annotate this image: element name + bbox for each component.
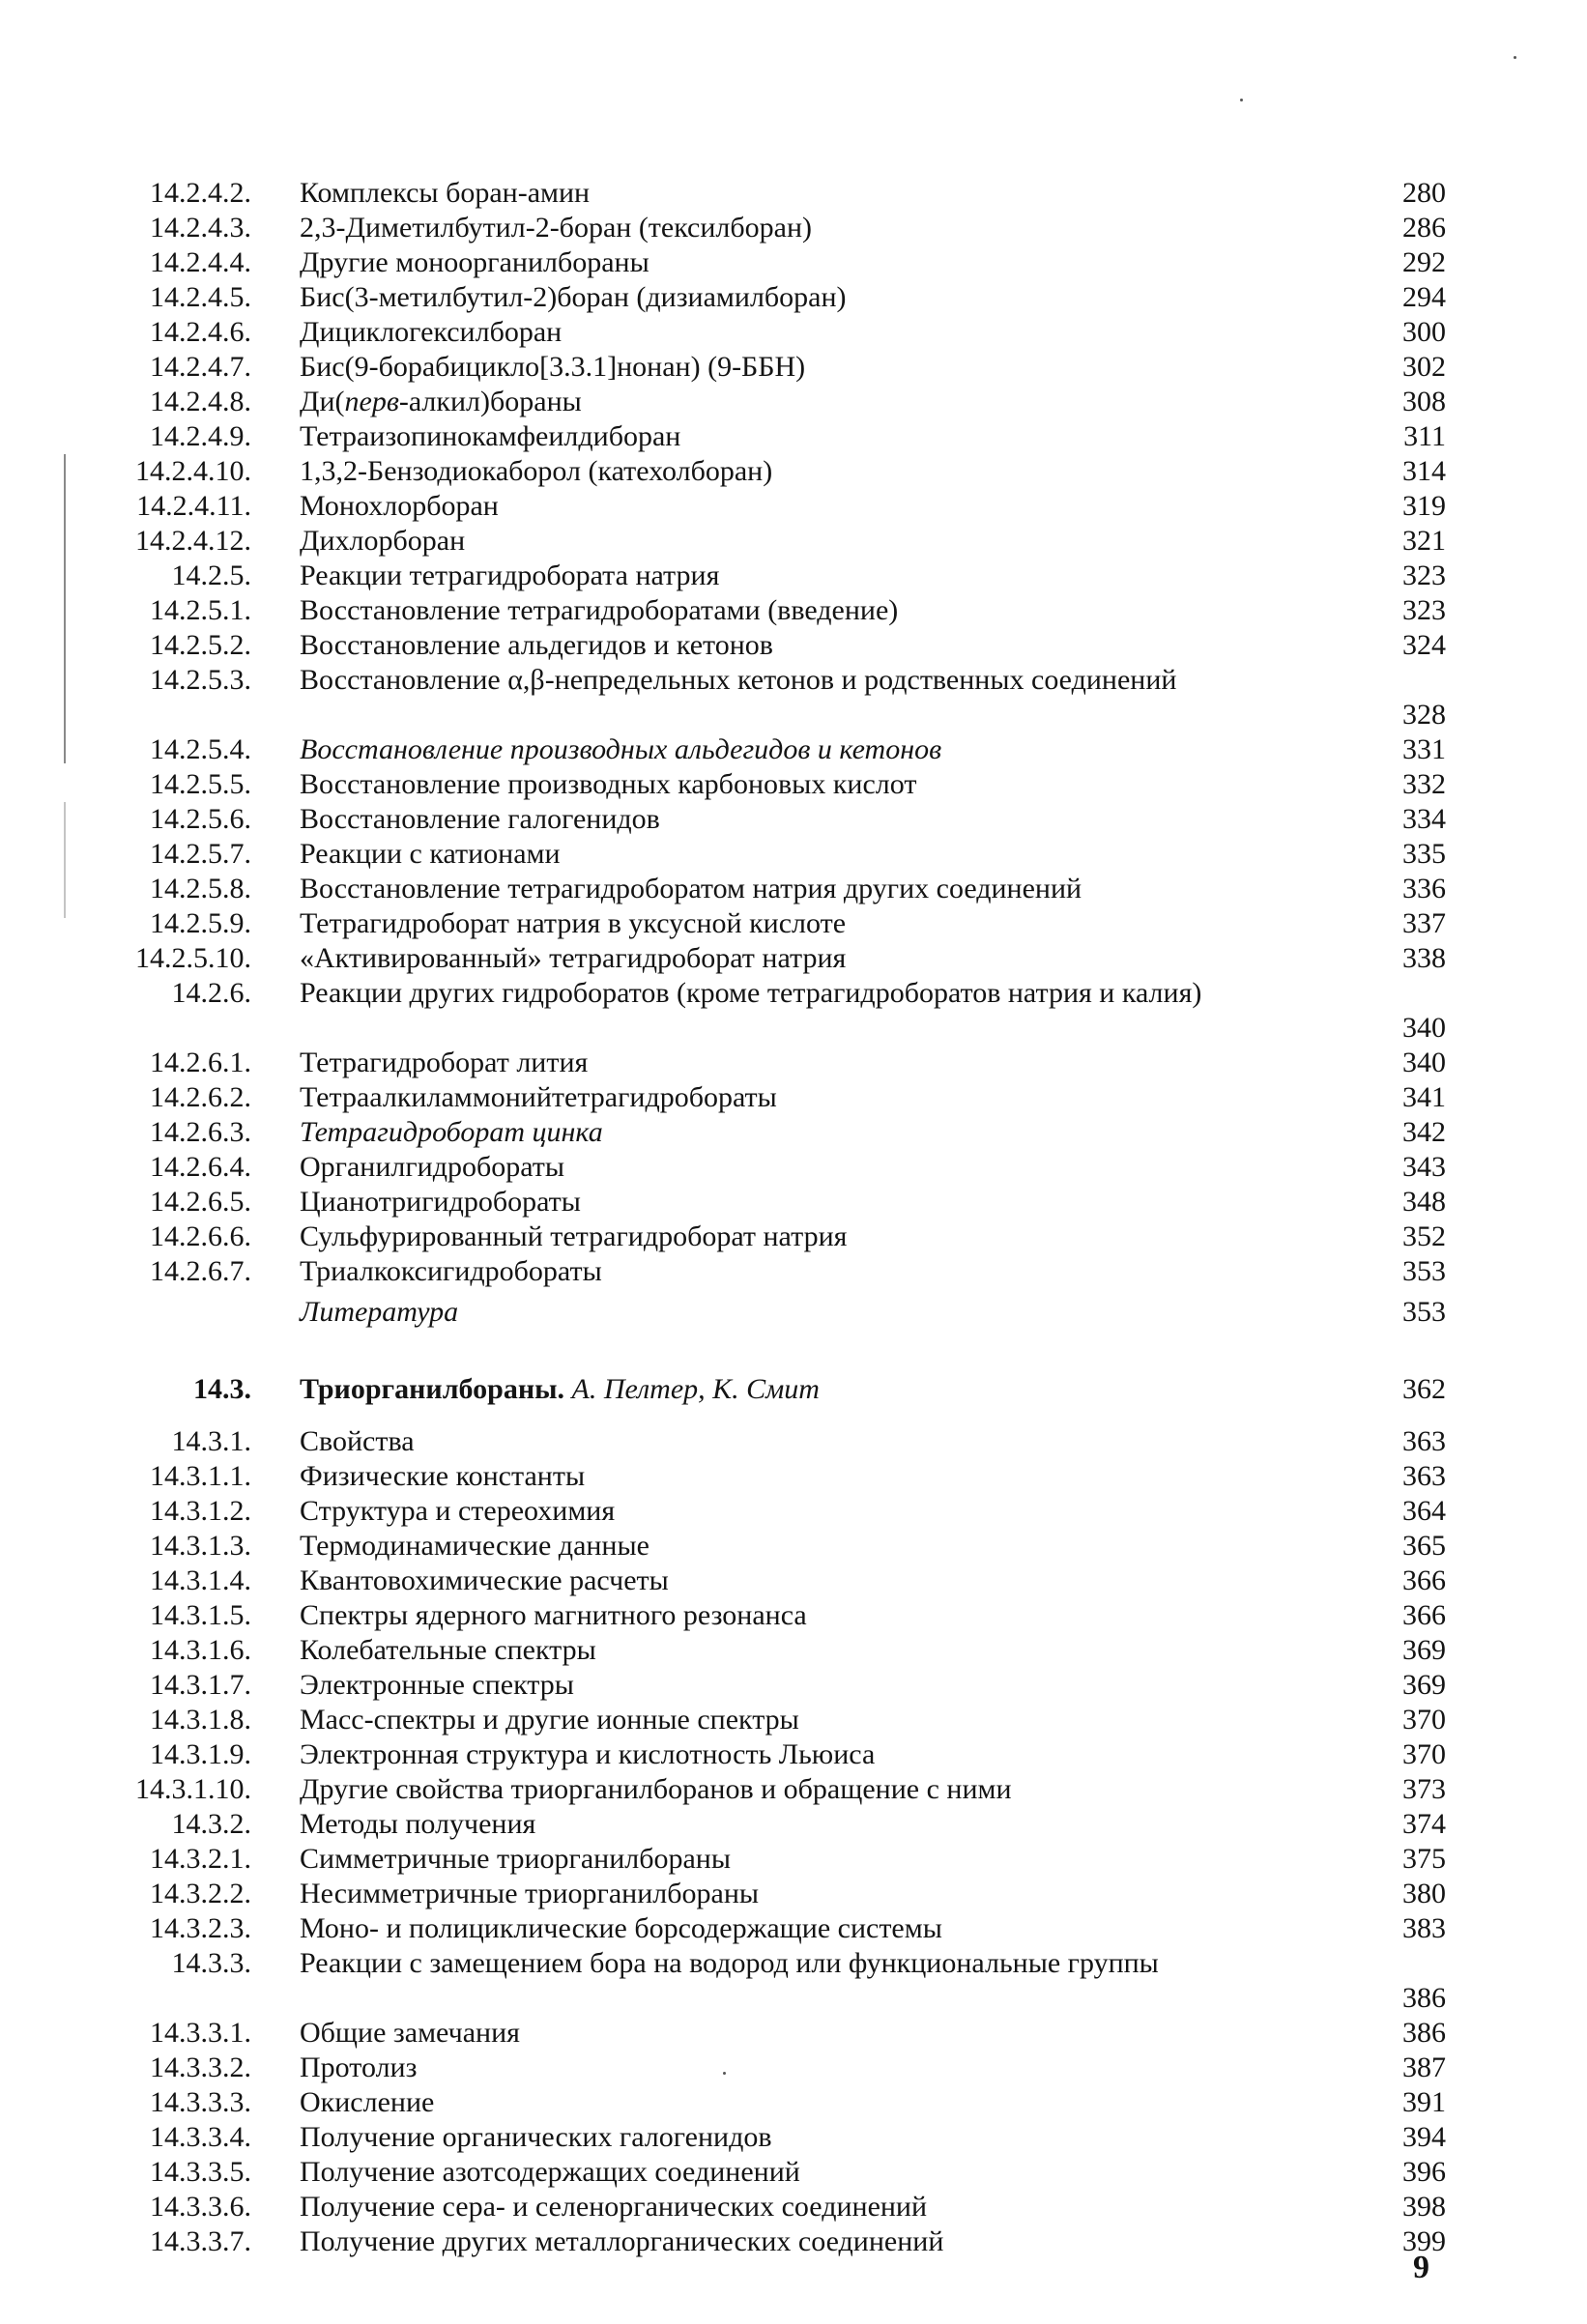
toc-entry[interactable] (0, 2155, 1587, 2190)
page-folio-number: 9 (1413, 2250, 1429, 2285)
chapter-authors: А. Пелтер, К. Смит (571, 1373, 820, 1405)
toc-entry[interactable] (0, 2016, 1587, 2051)
toc-entry[interactable] (0, 1946, 1587, 2016)
section-number: 14.3.3.4. (150, 2121, 251, 2153)
section-title: Тетрагидроборат цинка (300, 1116, 603, 1148)
section-number: 14.2.4.7. (150, 351, 251, 383)
section-title: Физические константы (300, 1460, 586, 1492)
section-title: Реакции с катионами (300, 838, 561, 870)
section-number: 14.3.3.2. (150, 2051, 251, 2083)
section-number: 14.3.3.7. (150, 2225, 251, 2257)
page-number: 386 (1402, 1982, 1446, 2014)
section-title: Реакции других гидроборатов (кроме тетрагидроборатов натрия и калия) (300, 977, 1202, 1009)
page-number: 343 (1402, 1151, 1446, 1183)
toc-entry[interactable] (0, 2190, 1587, 2224)
page-number: 370 (1402, 1704, 1446, 1736)
scan-speck (1514, 56, 1516, 59)
section-number: 14.3.1.2. (150, 1495, 251, 1527)
section-number: 14.2.6.7. (150, 1255, 251, 1287)
page-number: 340 (1402, 1047, 1446, 1078)
page-number: 341 (1402, 1081, 1446, 1113)
page-number: 342 (1402, 1116, 1446, 1148)
section-title: Триалкоксигидробораты (300, 1255, 602, 1287)
toc-entry[interactable] (0, 1703, 1587, 1737)
section-title: Тетрагидроборат лития (300, 1047, 589, 1078)
page-number: 280 (1402, 177, 1446, 209)
section-title: Восстановление тетрагидроборатами (введение) (300, 594, 899, 626)
page-number: 366 (1402, 1564, 1446, 1596)
toc-entry[interactable] (0, 1842, 1587, 1877)
section-title: Реакции тетрагидробората натрия (300, 559, 720, 591)
page-number: 374 (1402, 1808, 1446, 1840)
section-title: Несимметричные триорганилбораны (300, 1878, 760, 1909)
section-title: Цианотригидробораты (300, 1186, 581, 1218)
section-number: 14.2.5. (171, 559, 251, 591)
toc-entry[interactable] (0, 1185, 1587, 1219)
toc-entry[interactable] (0, 1668, 1587, 1703)
toc-entry[interactable] (0, 1219, 1587, 1254)
toc-entry[interactable] (0, 489, 1587, 524)
toc-entry[interactable] (0, 593, 1587, 628)
section-number: 14.2.4.9. (150, 420, 251, 452)
toc-entry[interactable] (0, 1459, 1587, 1494)
page-number: 364 (1402, 1495, 1446, 1527)
page-number: 324 (1402, 629, 1446, 661)
section-number: 14.2.5.4. (150, 733, 251, 765)
toc-entry-literature[interactable] (0, 1295, 1587, 1330)
toc-entry[interactable] (0, 2120, 1587, 2155)
section-number: 14.2.5.10. (135, 942, 251, 974)
toc-entry[interactable] (0, 732, 1587, 767)
page-number: 321 (1402, 525, 1446, 557)
section-number: 14.2.5.1. (150, 594, 251, 626)
section-title: Окисление (300, 2086, 435, 2118)
toc-entry[interactable] (0, 1115, 1587, 1150)
section-title: Масс-спектры и другие ионные спектры (300, 1704, 799, 1736)
page-number: 286 (1402, 212, 1446, 244)
section-title: Колебательные спектры (300, 1634, 596, 1666)
page-number: 348 (1402, 1186, 1446, 1218)
section-number: 14.3.1.1. (150, 1460, 251, 1492)
page-number: 391 (1402, 2086, 1446, 2118)
page-number: 380 (1402, 1878, 1446, 1909)
section-number: 14.3. (193, 1373, 251, 1405)
section-title: Литература (300, 1296, 459, 1328)
toc-entry[interactable] (0, 2051, 1587, 2085)
section-number: 14.3.1. (171, 1425, 251, 1457)
toc-entry[interactable] (0, 2085, 1587, 2120)
chapter-title: Триорганилбораны. (300, 1373, 565, 1405)
title-text: Ди( (300, 386, 345, 417)
section-number: 14.3.2.3. (150, 1912, 251, 1944)
section-title: Бис(3-метилбутил-2)боран (дизиамилборан) (300, 281, 847, 313)
toc-entry[interactable] (0, 211, 1587, 245)
section-number: 14.3.1.8. (150, 1704, 251, 1736)
toc-entry[interactable] (0, 1529, 1587, 1564)
page-number: 314 (1402, 455, 1446, 487)
section-title: Восстановление α,β-непредельных кетонов и родственных соединений (300, 664, 1177, 696)
page-number: 369 (1402, 1669, 1446, 1701)
section-number: 14.3.3.6. (150, 2191, 251, 2223)
section-title: Восстановление альдегидов и кетонов (300, 629, 773, 661)
section-title: Методы получения (300, 1808, 536, 1840)
page-number: 373 (1402, 1773, 1446, 1805)
section-number: 14.2.4.10. (135, 455, 251, 487)
toc-entry[interactable] (0, 663, 1587, 732)
section-number: 14.2.4.2. (150, 177, 251, 209)
section-number: 14.3.1.6. (150, 1634, 251, 1666)
toc-entry[interactable] (0, 1911, 1587, 1946)
section-title: Получение органических галогенидов (300, 2121, 772, 2153)
section-title: Общие замечания (300, 2017, 520, 2049)
section-title: Спектры ядерного магнитного резонанса (300, 1599, 807, 1631)
section-number: 14.2.4.12. (135, 525, 251, 557)
section-number: 14.2.4.11. (136, 490, 251, 522)
section-number: 14.2.5.7. (150, 838, 251, 870)
section-number: 14.3.2.2. (150, 1878, 251, 1909)
page-number: 394 (1402, 2121, 1446, 2153)
page-number: 375 (1402, 1843, 1446, 1875)
section-title: Тетрагидроборат натрия в уксусной кислоте (300, 907, 847, 939)
section-number: 14.3.3.5. (150, 2156, 251, 2188)
section-number: 14.2.5.2. (150, 629, 251, 661)
section-number: 14.2.6. (171, 977, 251, 1009)
section-title: Другие свойства триорганилборанов и обращение с ними (300, 1773, 1012, 1805)
toc-entry[interactable] (0, 802, 1587, 837)
section-title: Комплексы боран-амин (300, 177, 591, 209)
section-title: «Активированный» тетрагидроборат натрия (300, 942, 847, 974)
section-number: 14.3.1.3. (150, 1530, 251, 1562)
section-number: 14.2.4.3. (150, 212, 251, 244)
section-number: 14.3.1.9. (150, 1738, 251, 1770)
toc-entry[interactable] (0, 245, 1587, 280)
section-title: Моно- и полициклические борсодержащие системы (300, 1912, 942, 1944)
page-number: 365 (1402, 1530, 1446, 1562)
section-title: Получение сера- и селенорганических соединений (300, 2191, 928, 2223)
section-title: Другие моноорганилбораны (300, 246, 649, 278)
section-title: Дициклогексилборан (300, 316, 563, 348)
toc-entry[interactable] (0, 1150, 1587, 1185)
section-number: 14.2.6.2. (150, 1081, 251, 1113)
page-number: 328 (1402, 699, 1446, 731)
page-number: 362 (1402, 1373, 1446, 1405)
section-number: 14.3.3.3. (150, 2086, 251, 2118)
toc-entry[interactable] (0, 1772, 1587, 1807)
section-number: 14.2.6.1. (150, 1047, 251, 1078)
toc-entry[interactable] (0, 315, 1587, 350)
page-number: 383 (1402, 1912, 1446, 1944)
section-title: Бис(9-борабицикло[3.3.1]нонан) (9-ББН) (300, 351, 806, 383)
toc-entry[interactable] (0, 350, 1587, 385)
section-number: 14.2.6.4. (150, 1151, 251, 1183)
page-number: 319 (1402, 490, 1446, 522)
toc-entry[interactable] (0, 1877, 1587, 1911)
section-title: Электронная структура и кислотность Льюиса (300, 1738, 876, 1770)
page-number: 338 (1402, 942, 1446, 974)
section-title: Восстановление галогенидов (300, 803, 660, 835)
section-number: 14.2.4.5. (150, 281, 251, 313)
section-number: 14.3.1.5. (150, 1599, 251, 1631)
section-number: 14.3.1.10. (135, 1773, 251, 1805)
section-title: Термодинамические данные (300, 1530, 649, 1562)
section-number: 14.3.1.4. (150, 1564, 251, 1596)
page-number: 353 (1402, 1296, 1446, 1328)
page-number: 336 (1402, 873, 1446, 904)
section-number: 14.2.6.6. (150, 1220, 251, 1252)
section-title: Свойства (300, 1425, 415, 1457)
section-number: 14.2.5.9. (150, 907, 251, 939)
section-title (300, 385, 582, 419)
toc-entry[interactable] (0, 1598, 1587, 1633)
page-number: 323 (1402, 594, 1446, 626)
toc-entry[interactable] (0, 1046, 1587, 1080)
section-title: Симметричные триорганилбораны (300, 1843, 732, 1875)
page-number: 292 (1402, 246, 1446, 278)
title-emphasis: перв (344, 386, 399, 417)
toc-entry[interactable] (0, 628, 1587, 663)
section-title: Дихлорборан (300, 525, 466, 557)
page-number: 352 (1402, 1220, 1446, 1252)
page-number: 302 (1402, 351, 1446, 383)
section-title: Квантовохимические расчеты (300, 1564, 669, 1596)
page-number: 399 (1402, 2225, 1446, 2257)
section-title (300, 1372, 820, 1407)
section-title: Реакции с замещением бора на водород или функциональные группы (300, 1947, 1159, 1979)
page-number: 387 (1402, 2051, 1446, 2083)
page-number: 369 (1402, 1634, 1446, 1666)
page-number: 337 (1402, 907, 1446, 939)
toc-entry[interactable] (0, 1080, 1587, 1115)
toc-entry[interactable] (0, 1633, 1587, 1668)
page-number: 332 (1402, 768, 1446, 800)
page-number: 398 (1402, 2191, 1446, 2223)
section-number: 14.3.2. (171, 1808, 251, 1840)
section-number: 14.2.4.8. (150, 386, 251, 417)
toc-entry[interactable] (0, 976, 1587, 1046)
section-title: 1,3,2-Бензодиокаборол (катехолборан) (300, 455, 773, 487)
page-number: 311 (1403, 420, 1446, 452)
toc-entry[interactable] (0, 419, 1587, 454)
section-number: 14.2.5.3. (150, 664, 251, 696)
toc-entry[interactable] (0, 524, 1587, 559)
section-title: Получение азотсодержащих соединений (300, 2156, 800, 2188)
toc-entry[interactable] (0, 1494, 1587, 1529)
page-number: 353 (1402, 1255, 1446, 1287)
toc-entry[interactable] (0, 872, 1587, 906)
section-title: Получение других металлорганических соединений (300, 2225, 944, 2257)
section-title: Монохлорборан (300, 490, 499, 522)
toc-entry[interactable] (0, 1807, 1587, 1842)
section-title: 2,3-Диметилбутил-2-боран (тексилборан) (300, 212, 813, 244)
title-text: -алкил)бораны (398, 386, 582, 417)
section-number: 14.2.6.5. (150, 1186, 251, 1218)
page-number: 370 (1402, 1738, 1446, 1770)
page-number: 386 (1402, 2017, 1446, 2049)
toc-entry[interactable] (0, 1564, 1587, 1598)
section-title: Протолиз (300, 2051, 418, 2083)
page-number: 366 (1402, 1599, 1446, 1631)
section-number: 14.3.3.1. (150, 2017, 251, 2049)
page-number: 363 (1402, 1460, 1446, 1492)
toc-chapter-heading[interactable] (0, 1372, 1587, 1407)
section-title: Восстановление тетрагидроборатом натрия других соединений (300, 873, 1082, 904)
section-title: Электронные спектры (300, 1669, 574, 1701)
page-number: 308 (1402, 386, 1446, 417)
toc-entry[interactable] (0, 280, 1587, 315)
toc-entry[interactable] (0, 767, 1587, 802)
page-number: 363 (1402, 1425, 1446, 1457)
toc-entry[interactable] (0, 176, 1587, 211)
section-number: 14.3.3. (171, 1947, 251, 1979)
section-title: Структура и стереохимия (300, 1495, 616, 1527)
page-number: 331 (1402, 733, 1446, 765)
section-title: Тетраалкиламмонийтетрагидробораты (300, 1081, 777, 1113)
section-title: Сульфурированный тетрагидроборат натрия (300, 1220, 848, 1252)
section-number: 14.2.5.8. (150, 873, 251, 904)
toc-entry[interactable] (0, 837, 1587, 872)
page-number: 300 (1402, 316, 1446, 348)
toc-entry[interactable] (0, 1737, 1587, 1772)
scan-speck (1240, 99, 1243, 101)
section-number: 14.2.5.6. (150, 803, 251, 835)
section-title: Восстановление производных карбоновых кислот (300, 768, 917, 800)
toc-entry[interactable] (0, 941, 1587, 976)
section-number: 14.3.2.1. (150, 1843, 251, 1875)
page-number: 335 (1402, 838, 1446, 870)
page-number: 323 (1402, 559, 1446, 591)
section-number: 14.2.5.5. (150, 768, 251, 800)
page-number: 340 (1402, 1012, 1446, 1044)
toc-entry[interactable] (0, 385, 1587, 419)
toc-entry[interactable] (0, 559, 1587, 593)
toc-entry[interactable] (0, 906, 1587, 941)
page-number: 294 (1402, 281, 1446, 313)
section-title: Органилгидробораты (300, 1151, 565, 1183)
toc-entry[interactable] (0, 1424, 1587, 1459)
section-number: 14.3.1.7. (150, 1669, 251, 1701)
section-number: 14.2.4.6. (150, 316, 251, 348)
toc-entry[interactable] (0, 1254, 1587, 1289)
toc-entry[interactable] (0, 454, 1587, 489)
section-number: 14.2.6.3. (150, 1116, 251, 1148)
page-number: 334 (1402, 803, 1446, 835)
section-title: Тетраизопинокамфеилдиборан (300, 420, 681, 452)
section-number: 14.2.4.4. (150, 246, 251, 278)
toc-entry[interactable] (0, 2224, 1587, 2259)
page-number: 396 (1402, 2156, 1446, 2188)
section-title: Восстановление производных альдегидов и кетонов (300, 733, 942, 765)
